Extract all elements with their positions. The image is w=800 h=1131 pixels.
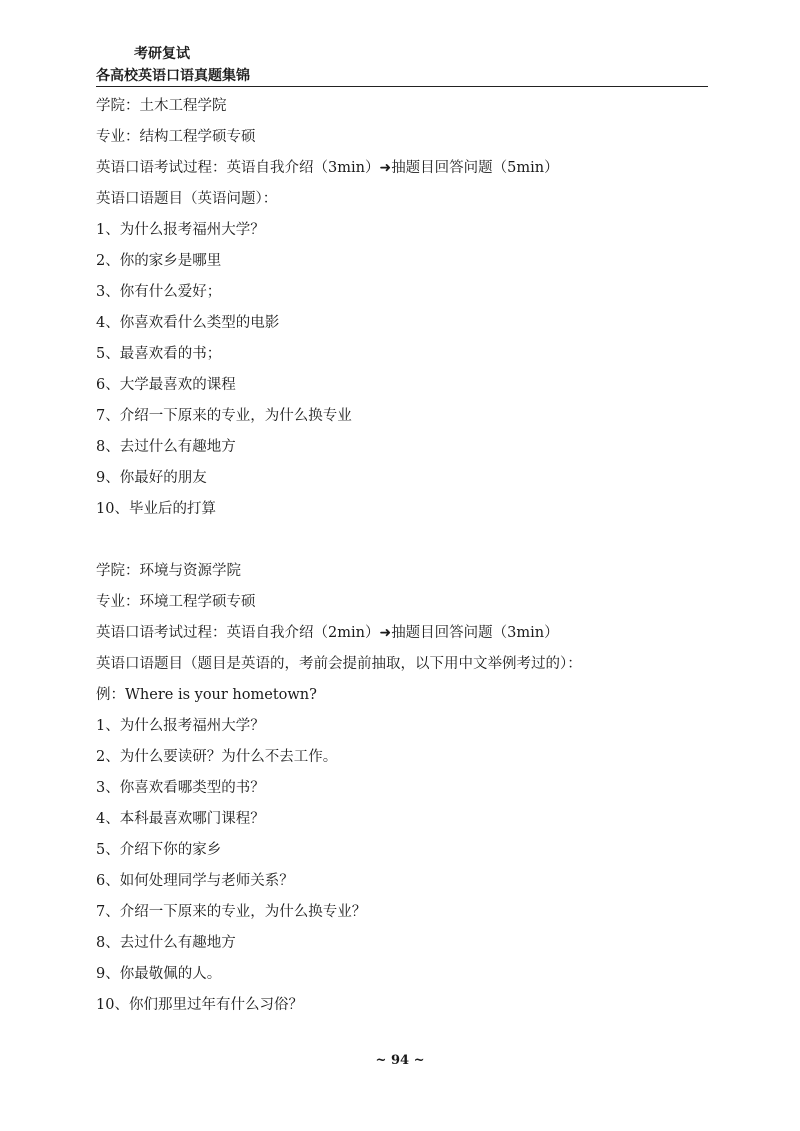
section2-process-before: 英语口语考试过程：英语自我介绍（2min） bbox=[96, 625, 380, 641]
section1-process-before: 英语口语考试过程：英语自我介绍（3min） bbox=[96, 160, 380, 176]
arrow-right-icon: ➜ bbox=[379, 160, 392, 176]
header-subtitle: 各高校英语口语真题集锦 bbox=[96, 68, 250, 84]
section2-question-4: 4、本科最喜欢哪门课程？ bbox=[96, 811, 265, 827]
section2-example: 例：Where is your hometown? bbox=[96, 687, 317, 703]
section1-question-8: 8、去过什么有趣地方 bbox=[96, 439, 236, 455]
document-body bbox=[96, 91, 708, 1021]
section2-question-10: 10、你们那里过年有什么习俗？ bbox=[96, 997, 303, 1013]
section1-question-3: 3、你有什么爱好； bbox=[96, 284, 222, 300]
section1-college: 学院：土木工程学院 bbox=[96, 98, 227, 114]
section2-question-6: 6、如何处理同学与老师关系？ bbox=[96, 873, 294, 889]
section-spacer bbox=[96, 525, 708, 556]
header-divider bbox=[96, 86, 708, 87]
section1-question-4: 4、你喜欢看什么类型的电影 bbox=[96, 315, 280, 331]
section2-college: 学院：环境与资源学院 bbox=[96, 563, 241, 579]
section2-major: 专业：环境工程学硕专硕 bbox=[96, 594, 256, 610]
section2-question-9: 9、你最敬佩的人。 bbox=[96, 966, 222, 982]
section1-topic-heading: 英语口语题目（英语问题）： bbox=[96, 191, 278, 207]
section1-question-6: 6、大学最喜欢的课程 bbox=[96, 377, 236, 393]
page-number: ~ 94 ~ bbox=[375, 1053, 425, 1068]
section2-question-8: 8、去过什么有趣地方 bbox=[96, 935, 236, 951]
section2-question-5: 5、介绍下你的家乡 bbox=[96, 842, 222, 858]
arrow-right-icon: ➜ bbox=[379, 625, 392, 641]
section1-question-9: 9、你最好的朋友 bbox=[96, 470, 207, 486]
section2-question-7: 7、介绍一下原来的专业，为什么换专业？ bbox=[96, 904, 367, 920]
section1-question-10: 10、毕业后的打算 bbox=[96, 501, 216, 517]
section2-topic-heading: 英语口语题目（题目是英语的，考前会提前抽取，以下用中文举例考过的）： bbox=[96, 656, 582, 672]
section1-question-2: 2、你的家乡是哪里 bbox=[96, 253, 222, 269]
section1-process-after: 抽题目回答问题（5min） bbox=[391, 160, 559, 176]
section1-question-5: 5、最喜欢看的书； bbox=[96, 346, 222, 362]
section1-question-7: 7、介绍一下原来的专业，为什么换专业 bbox=[96, 408, 352, 424]
section2-question-1: 1、为什么报考福州大学？ bbox=[96, 718, 265, 734]
section2-question-2: 2、为什么要读研？为什么不去工作。 bbox=[96, 749, 338, 765]
section2-exam-process bbox=[96, 618, 708, 649]
section1-exam-process bbox=[96, 153, 708, 184]
section1-major: 专业：结构工程学硕专硕 bbox=[96, 129, 256, 145]
header-title: 考研复试 bbox=[134, 46, 190, 62]
section2-question-3: 3、你喜欢看哪类型的书？ bbox=[96, 780, 265, 796]
section1-question-1: 1、为什么报考福州大学？ bbox=[96, 222, 265, 238]
section2-process-after: 抽题目回答问题（3min） bbox=[391, 625, 559, 641]
